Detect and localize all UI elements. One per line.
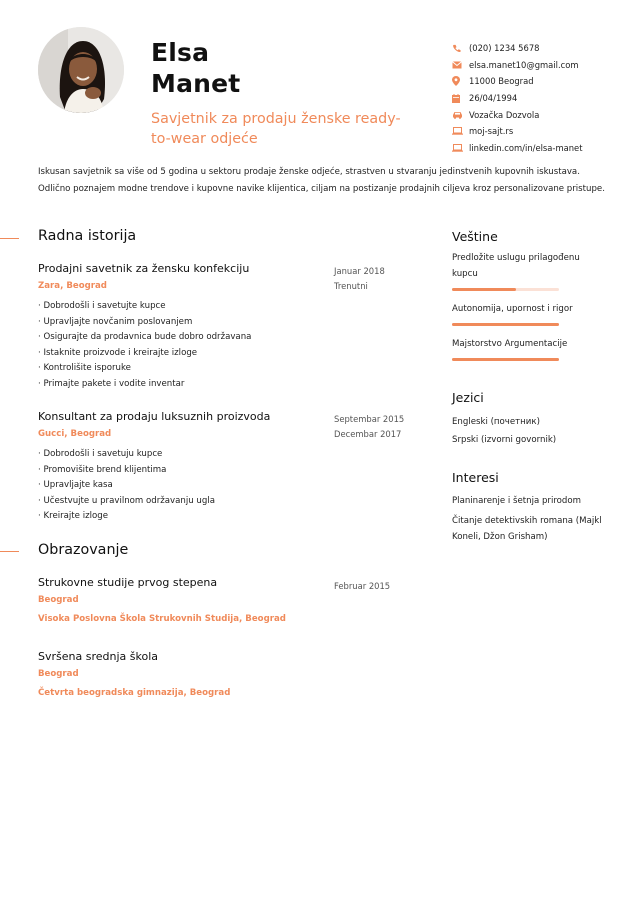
job-duties-2	[38, 447, 215, 525]
job-dates-2	[334, 412, 404, 442]
job-title-2: Konsultant za prodaju luksuznih proizvoda	[38, 410, 271, 423]
list-item: · Dobrodošli i savetuju kupce	[38, 447, 215, 463]
contact-birthdate-text: 26/04/1994	[469, 93, 518, 104]
location-icon	[452, 76, 469, 86]
list-item: · Primajte pakete i vodite inventar	[38, 377, 251, 393]
section-accent-line	[0, 238, 19, 239]
mail-icon	[452, 61, 469, 69]
interest-item-2: Čitanje detektivskih romana (Majkl Koneli, Džon Grisham)	[452, 516, 602, 542]
languages-section-title: Jezici	[452, 390, 484, 405]
education-date-1: Februar 2015	[334, 581, 391, 591]
list-item: · Istaknite proizvode i kreirajte izloge	[38, 346, 251, 362]
skill-label-2: Autonomija, upornost i rigor	[452, 304, 573, 314]
contact-website[interactable]	[452, 123, 582, 140]
section-accent-line	[0, 551, 19, 552]
education-city-1: Beograd	[38, 595, 79, 605]
work-section-title: Radna istorija	[38, 228, 137, 244]
job-title: Savjetnik za prodaju ženske ready-to-wear odjeće	[151, 111, 401, 147]
job-employer-2: Gucci, Beograd	[38, 429, 112, 439]
skill-bar-1	[452, 288, 559, 291]
job-duties-1	[38, 299, 251, 392]
list-item: · Učestvujte u pravilnom održavanju ugla	[38, 494, 215, 510]
skill-label-3: Majstorstvo Argumentacije	[452, 339, 568, 349]
skill-bar-fill-3	[452, 358, 559, 361]
calendar-icon	[452, 94, 469, 103]
list-item: · Upravljajte kasa	[38, 478, 215, 494]
job-date-end-2: Decembar 2017	[334, 429, 402, 439]
contact-phone[interactable]	[452, 40, 582, 57]
job-date-start-2: Septembar 2015	[334, 414, 405, 424]
skill-bar-3	[452, 358, 559, 361]
job-dates-1	[334, 264, 385, 294]
contact-phone-text: (020) 1234 5678	[469, 43, 540, 54]
contact-license-text: Vozačka Dozvola	[469, 109, 540, 120]
laptop-icon	[452, 144, 469, 152]
candidate-name	[151, 37, 240, 99]
interest-item-1: Planinarenje i šetnja prirodom	[452, 496, 582, 506]
contact-linkedin[interactable]	[452, 140, 582, 157]
skills-section-title: Veštine	[452, 229, 498, 244]
list-item: · Osigurajte da prodavnica bude dobro održavana	[38, 330, 251, 346]
interests-section-title: Interesi	[452, 470, 499, 485]
list-item: · Upravljajte novčanim poslovanjem	[38, 315, 251, 331]
job-date-end-1: Trenutni	[334, 281, 368, 291]
car-icon	[452, 111, 469, 119]
contact-linkedin-text: linkedin.com/in/elsa-manet	[469, 142, 583, 153]
contact-list	[452, 40, 582, 156]
contact-email[interactable]	[452, 57, 582, 74]
list-item: · Kontrolišite isporuke	[38, 361, 251, 377]
education-school-2: Četvrta beogradska gimnazija, Beograd	[38, 688, 231, 698]
profile-summary: Iskusan savjetnik sa više od 5 godina u sektoru prodaje ženske odjeće, strastven u stvaranju jedinstvenih kupovnih iskustava. Odlično poznajem modne trendove i kupovne navike klijentica, ciljam na postizanje prodajnih ciljeva kroz personalizovane pristupe.	[38, 167, 605, 194]
education-city-2: Beograd	[38, 669, 79, 679]
laptop-icon	[452, 127, 469, 135]
list-item: · Kreirajte izloge	[38, 509, 215, 525]
language-item-2: Srpski (izvorni govornik)	[452, 435, 557, 445]
contact-birthdate	[452, 90, 582, 107]
contact-address-text: 11000 Beograd	[469, 76, 534, 87]
education-title-1: Strukovne studije prvog stepena	[38, 576, 218, 589]
list-item: · Promovišite brend klijentima	[38, 463, 215, 479]
education-title-2: Svršena srednja škola	[38, 650, 158, 663]
phone-icon	[452, 44, 469, 53]
skill-bar-fill-2	[452, 323, 559, 326]
job-employer-1: Zara, Beograd	[38, 281, 107, 291]
contact-website-text: moj-sajt.rs	[469, 126, 514, 137]
skill-label-1: Predložite uslugu prilagođenu kupcu	[452, 253, 580, 279]
job-title-1: Prodajni savetnik za žensku konfekciju	[38, 262, 250, 275]
profile-photo	[38, 27, 124, 113]
language-item-1: Engleski (почетник)	[452, 417, 540, 427]
skill-bar-2	[452, 323, 559, 326]
skill-bar-fill-1	[452, 288, 516, 291]
contact-address	[452, 73, 582, 90]
contact-email-text: elsa.manet10@gmail.com	[469, 59, 579, 70]
education-school-1: Visoka Poslovna Škola Strukovnih Studija, Beograd	[38, 614, 286, 624]
contact-license	[452, 106, 582, 123]
list-item: · Dobrodošli i savetujte kupce	[38, 299, 251, 315]
job-date-start-1: Januar 2018	[334, 266, 385, 276]
education-section-title: Obrazovanje	[38, 542, 129, 558]
last-name: Manet	[151, 69, 241, 98]
first-name: Elsa	[151, 38, 210, 67]
